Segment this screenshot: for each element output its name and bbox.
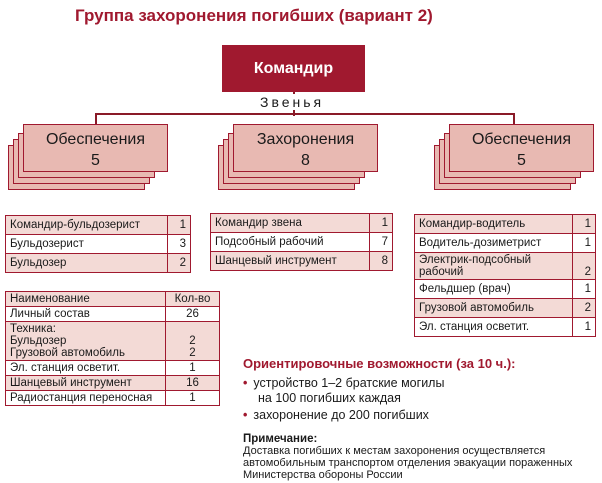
cell-value: 2 (189, 335, 196, 347)
unit-list-provision-2 (414, 214, 596, 337)
item-label: Командир звена (211, 214, 370, 233)
item-label: Бульдозерист (6, 235, 168, 254)
cell-name: Личный состав (6, 307, 166, 322)
cell-value: 16 (166, 376, 220, 391)
unit-count: 5 (517, 152, 526, 169)
item-label: Бульдозер (6, 254, 168, 273)
header-name: Наименование (6, 292, 166, 307)
cell-name: Радиостанция переносная (6, 391, 166, 406)
list-item (415, 280, 596, 299)
item-label: Грузовой автомобиль (415, 299, 573, 318)
cell-value (170, 323, 215, 335)
table-row (6, 376, 220, 391)
table-row (6, 391, 220, 406)
list-item (211, 233, 393, 252)
summary-table (5, 291, 220, 406)
capability-item (243, 376, 444, 391)
cell-value: 26 (166, 307, 220, 322)
item-value: 1 (370, 214, 393, 233)
table-header-row (6, 292, 220, 307)
note-text: Доставка погибших к местам захоронения осуществляется автомобильным транспортом отделения эвакуации пораженных Министерства обороны России (243, 445, 573, 481)
header-count: Кол-во (166, 292, 220, 307)
item-label: Эл. станция осветит. (415, 318, 573, 337)
list-item (415, 253, 596, 280)
unit-box-burial (233, 124, 378, 172)
cell-value-group (166, 322, 220, 361)
item-label: Шанцевый инструмент (211, 252, 370, 271)
item-value: 1 (168, 216, 191, 235)
item-value: 1 (572, 318, 595, 337)
table-row (6, 361, 220, 376)
capability-item-continuation (258, 391, 401, 406)
list-item (415, 318, 596, 337)
item-label: Фельдшер (врач) (415, 280, 573, 299)
cell-name: Эл. станция осветит. (6, 361, 166, 376)
cell-name: Техника: (10, 323, 56, 335)
cell-name: Бульдозер (10, 335, 67, 347)
commander-box: Командир (222, 45, 365, 92)
cell-value: 1 (166, 391, 220, 406)
unit-box-provision-2 (449, 124, 594, 172)
capability-text: на 100 погибших каждая (258, 391, 401, 405)
unit-name: Обеспечения (471, 131, 572, 148)
item-label: Водитель-дозиметрист (415, 234, 573, 253)
unit-name: Захоронения (256, 131, 355, 148)
item-value: 2 (572, 299, 595, 318)
item-value: 2 (168, 254, 191, 273)
item-label: Электрик-подсобный рабочий (415, 253, 573, 280)
item-label: Командир-бульдозерист (6, 216, 168, 235)
list-item (415, 234, 596, 253)
list-item (211, 252, 393, 271)
unit-count: 5 (91, 152, 100, 169)
item-label: Подсобный рабочий (211, 233, 370, 252)
item-value: 1 (572, 234, 595, 253)
table-row (6, 307, 220, 322)
item-value: 8 (370, 252, 393, 271)
links-label: Звенья (260, 94, 325, 110)
unit-list-burial (210, 213, 393, 271)
cell-name-group (6, 322, 166, 361)
bullet-icon: • (243, 376, 248, 390)
cell-name: Шанцевый инструмент (6, 376, 166, 391)
item-value: 1 (572, 280, 595, 299)
cell-value: 1 (166, 361, 220, 376)
item-value: 7 (370, 233, 393, 252)
bullet-icon: • (243, 408, 248, 422)
item-value: 2 (572, 253, 595, 280)
unit-name: Обеспечения (45, 131, 146, 148)
cell-value: 2 (189, 347, 196, 359)
note-heading: Примечание: (243, 433, 318, 445)
list-item (415, 299, 596, 318)
table-row (6, 322, 220, 361)
unit-box-provision-1 (23, 124, 168, 172)
item-label: Командир-водитель (415, 215, 573, 234)
list-item (415, 215, 596, 234)
capabilities-title: Ориентировочные возможности (за 10 ч.): (243, 356, 516, 371)
unit-count: 8 (301, 152, 310, 169)
cell-name: Грузовой автомобиль (10, 347, 125, 359)
list-item (6, 254, 191, 273)
unit-list-provision-1 (5, 215, 191, 273)
capability-item (243, 408, 429, 423)
list-item (6, 235, 191, 254)
page-title: Группа захоронения погибших (вариант 2) (75, 6, 433, 25)
capability-text: устройство 1–2 братские могилы (253, 376, 445, 390)
capability-text: захоронение до 200 погибших (253, 408, 429, 422)
item-value: 3 (168, 235, 191, 254)
list-item (6, 216, 191, 235)
list-item (211, 214, 393, 233)
connector-horizontal (95, 113, 515, 115)
item-value: 1 (572, 215, 595, 234)
